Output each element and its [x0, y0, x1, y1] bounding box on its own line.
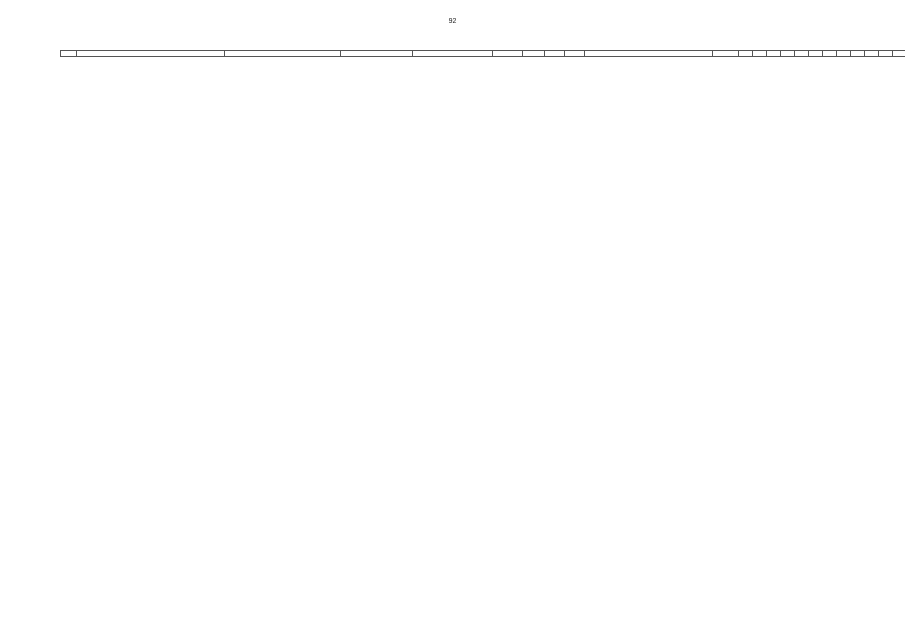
table-cell — [809, 51, 823, 57]
table-cell — [585, 51, 713, 57]
table-cell — [823, 51, 837, 57]
table-cell — [713, 51, 739, 57]
table-cell — [753, 51, 767, 57]
table-cell — [493, 51, 523, 57]
table-cell — [565, 51, 585, 57]
data-table — [60, 50, 905, 57]
table-cell — [851, 51, 865, 57]
page-number: 92 — [448, 18, 457, 25]
table-cell — [767, 51, 781, 57]
table-cell — [739, 51, 753, 57]
table-cell — [341, 51, 413, 57]
table-body — [61, 51, 905, 57]
table-cell — [523, 51, 545, 57]
table-cell — [879, 51, 893, 57]
table-cell — [837, 51, 851, 57]
table-cell — [77, 51, 225, 57]
table-cell — [413, 51, 493, 57]
table-cell — [545, 51, 565, 57]
table-cell — [865, 51, 879, 57]
table-row — [61, 51, 905, 57]
table-cell — [893, 51, 905, 57]
table-cell — [225, 51, 341, 57]
table-cell — [781, 51, 795, 57]
table-cell — [61, 51, 77, 57]
table-cell — [795, 51, 809, 57]
